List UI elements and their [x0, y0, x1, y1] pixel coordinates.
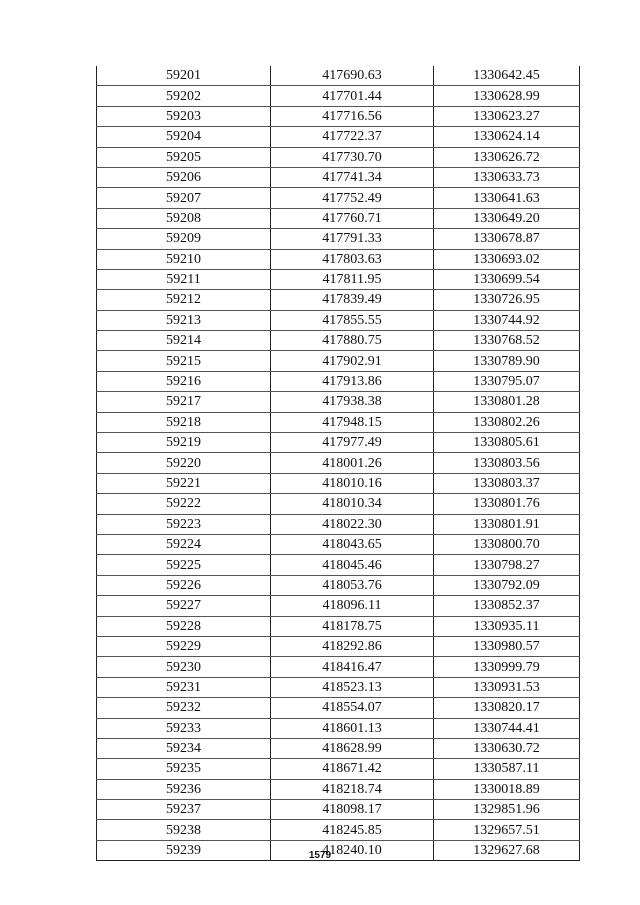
- x-coordinate-cell: 418628.99: [271, 738, 434, 758]
- point-id-cell: 59214: [97, 331, 271, 351]
- x-coordinate-cell: 417690.63: [271, 66, 434, 86]
- table-row: [97, 433, 580, 453]
- point-id-cell: 59223: [97, 514, 271, 534]
- y-coordinate-cell: 1329851.96: [434, 800, 580, 820]
- table-row: [97, 473, 580, 493]
- y-coordinate-cell: 1330805.61: [434, 433, 580, 453]
- table-row: [97, 657, 580, 677]
- y-coordinate-cell: 1329657.51: [434, 820, 580, 840]
- y-coordinate-cell: 1330801.91: [434, 514, 580, 534]
- x-coordinate-cell: 417811.95: [271, 269, 434, 289]
- table-row: [97, 371, 580, 391]
- y-coordinate-cell: 1330699.54: [434, 269, 580, 289]
- y-coordinate-cell: 1330649.20: [434, 208, 580, 228]
- y-coordinate-cell: 1330801.28: [434, 392, 580, 412]
- point-id-cell: 59207: [97, 188, 271, 208]
- point-id-cell: 59239: [97, 840, 271, 860]
- y-coordinate-cell: 1330802.26: [434, 412, 580, 432]
- y-coordinate-cell: 1330623.27: [434, 106, 580, 126]
- point-id-cell: 59220: [97, 453, 271, 473]
- point-id-cell: 59203: [97, 106, 271, 126]
- table-row: [97, 331, 580, 351]
- point-id-cell: 59224: [97, 534, 271, 554]
- x-coordinate-cell: 417839.49: [271, 290, 434, 310]
- x-coordinate-cell: 418601.13: [271, 718, 434, 738]
- point-id-cell: 59208: [97, 208, 271, 228]
- point-id-cell: 59228: [97, 616, 271, 636]
- point-id-cell: 59227: [97, 596, 271, 616]
- y-coordinate-cell: 1330587.11: [434, 759, 580, 779]
- x-coordinate-cell: 417803.63: [271, 249, 434, 269]
- point-id-cell: 59206: [97, 167, 271, 187]
- y-coordinate-cell: 1330744.92: [434, 310, 580, 330]
- table-row: [97, 596, 580, 616]
- x-coordinate-cell: 418022.30: [271, 514, 434, 534]
- y-coordinate-cell: 1330789.90: [434, 351, 580, 371]
- table-row: [97, 677, 580, 697]
- table-row: [97, 800, 580, 820]
- x-coordinate-cell: 418010.34: [271, 494, 434, 514]
- x-coordinate-cell: 417701.44: [271, 86, 434, 106]
- x-coordinate-cell: 417855.55: [271, 310, 434, 330]
- y-coordinate-cell: 1330678.87: [434, 229, 580, 249]
- point-id-cell: 59222: [97, 494, 271, 514]
- page-number: 1579: [308, 850, 332, 861]
- y-coordinate-cell: 1330018.89: [434, 779, 580, 799]
- table-row: [97, 412, 580, 432]
- point-id-cell: 59212: [97, 290, 271, 310]
- y-coordinate-cell: 1330935.11: [434, 616, 580, 636]
- x-coordinate-cell: 418671.42: [271, 759, 434, 779]
- table-row: [97, 269, 580, 289]
- point-id-cell: 59229: [97, 636, 271, 656]
- point-id-cell: 59218: [97, 412, 271, 432]
- coordinate-table: [96, 66, 580, 861]
- point-id-cell: 59232: [97, 698, 271, 718]
- y-coordinate-cell: 1330792.09: [434, 575, 580, 595]
- point-id-cell: 59210: [97, 249, 271, 269]
- point-id-cell: 59217: [97, 392, 271, 412]
- x-coordinate-cell: 417880.75: [271, 331, 434, 351]
- table-row: [97, 106, 580, 126]
- point-id-cell: 59209: [97, 229, 271, 249]
- x-coordinate-cell: 418523.13: [271, 677, 434, 697]
- point-id-cell: 59236: [97, 779, 271, 799]
- x-coordinate-cell: 418010.16: [271, 473, 434, 493]
- point-id-cell: 59211: [97, 269, 271, 289]
- y-coordinate-cell: 1330800.70: [434, 534, 580, 554]
- table-row: [97, 575, 580, 595]
- y-coordinate-cell: 1330820.17: [434, 698, 580, 718]
- y-coordinate-cell: 1330693.02: [434, 249, 580, 269]
- x-coordinate-cell: 418240.10: [271, 840, 434, 860]
- point-id-cell: 59231: [97, 677, 271, 697]
- y-coordinate-cell: 1330630.72: [434, 738, 580, 758]
- table-row: [97, 229, 580, 249]
- x-coordinate-cell: 417730.70: [271, 147, 434, 167]
- y-coordinate-cell: 1330768.52: [434, 331, 580, 351]
- coordinate-table-body: [97, 66, 580, 861]
- x-coordinate-cell: 418001.26: [271, 453, 434, 473]
- point-id-cell: 59213: [97, 310, 271, 330]
- point-id-cell: 59233: [97, 718, 271, 738]
- x-coordinate-cell: 417791.33: [271, 229, 434, 249]
- y-coordinate-cell: 1330795.07: [434, 371, 580, 391]
- table-row: [97, 759, 580, 779]
- x-coordinate-cell: 418043.65: [271, 534, 434, 554]
- x-coordinate-cell: 417752.49: [271, 188, 434, 208]
- point-id-cell: 59202: [97, 86, 271, 106]
- point-id-cell: 59234: [97, 738, 271, 758]
- x-coordinate-cell: 418178.75: [271, 616, 434, 636]
- table-row: [97, 188, 580, 208]
- table-row: [97, 494, 580, 514]
- x-coordinate-cell: 418292.86: [271, 636, 434, 656]
- table-row: [97, 147, 580, 167]
- x-coordinate-cell: 417938.38: [271, 392, 434, 412]
- y-coordinate-cell: 1330980.57: [434, 636, 580, 656]
- x-coordinate-cell: 417977.49: [271, 433, 434, 453]
- point-id-cell: 59235: [97, 759, 271, 779]
- x-coordinate-cell: 417716.56: [271, 106, 434, 126]
- x-coordinate-cell: 418096.11: [271, 596, 434, 616]
- y-coordinate-cell: 1330999.79: [434, 657, 580, 677]
- point-id-cell: 59230: [97, 657, 271, 677]
- point-id-cell: 59216: [97, 371, 271, 391]
- y-coordinate-cell: 1330852.37: [434, 596, 580, 616]
- table-row: [97, 249, 580, 269]
- point-id-cell: 59205: [97, 147, 271, 167]
- table-row: [97, 534, 580, 554]
- table-row: [97, 820, 580, 840]
- y-coordinate-cell: 1330798.27: [434, 555, 580, 575]
- table-row: [97, 290, 580, 310]
- table-row: [97, 208, 580, 228]
- y-coordinate-cell: 1330931.53: [434, 677, 580, 697]
- y-coordinate-cell: 1330803.56: [434, 453, 580, 473]
- y-coordinate-cell: 1330633.73: [434, 167, 580, 187]
- x-coordinate-cell: 418245.85: [271, 820, 434, 840]
- table-row: [97, 555, 580, 575]
- x-coordinate-cell: 418053.76: [271, 575, 434, 595]
- table-row: [97, 698, 580, 718]
- y-coordinate-cell: 1330626.72: [434, 147, 580, 167]
- table-row: [97, 66, 580, 86]
- table-row: [97, 127, 580, 147]
- x-coordinate-cell: 417722.37: [271, 127, 434, 147]
- x-coordinate-cell: 417760.71: [271, 208, 434, 228]
- point-id-cell: 59237: [97, 800, 271, 820]
- y-coordinate-cell: 1329627.68: [434, 840, 580, 860]
- y-coordinate-cell: 1330642.45: [434, 66, 580, 86]
- x-coordinate-cell: 418218.74: [271, 779, 434, 799]
- y-coordinate-cell: 1330803.37: [434, 473, 580, 493]
- table-row: [97, 86, 580, 106]
- point-id-cell: 59221: [97, 473, 271, 493]
- y-coordinate-cell: 1330641.63: [434, 188, 580, 208]
- table-row: [97, 616, 580, 636]
- point-id-cell: 59226: [97, 575, 271, 595]
- y-coordinate-cell: 1330801.76: [434, 494, 580, 514]
- table-row: [97, 167, 580, 187]
- table-row: [97, 351, 580, 371]
- point-id-cell: 59225: [97, 555, 271, 575]
- point-id-cell: 59238: [97, 820, 271, 840]
- y-coordinate-cell: 1330744.41: [434, 718, 580, 738]
- x-coordinate-cell: 417948.15: [271, 412, 434, 432]
- table-row: [97, 738, 580, 758]
- table-row: [97, 310, 580, 330]
- x-coordinate-cell: 418416.47: [271, 657, 434, 677]
- x-coordinate-cell: 418098.17: [271, 800, 434, 820]
- point-id-cell: 59204: [97, 127, 271, 147]
- y-coordinate-cell: 1330624.14: [434, 127, 580, 147]
- table-row: [97, 392, 580, 412]
- x-coordinate-cell: 418554.07: [271, 698, 434, 718]
- table-row: [97, 779, 580, 799]
- x-coordinate-cell: 417902.91: [271, 351, 434, 371]
- point-id-cell: 59201: [97, 66, 271, 86]
- table-row: [97, 636, 580, 656]
- table-row: [97, 453, 580, 473]
- x-coordinate-cell: 417741.34: [271, 167, 434, 187]
- y-coordinate-cell: 1330726.95: [434, 290, 580, 310]
- x-coordinate-cell: 418045.46: [271, 555, 434, 575]
- point-id-cell: 59219: [97, 433, 271, 453]
- table-row: [97, 718, 580, 738]
- x-coordinate-cell: 417913.86: [271, 371, 434, 391]
- table-row: [97, 514, 580, 534]
- y-coordinate-cell: 1330628.99: [434, 86, 580, 106]
- point-id-cell: 59215: [97, 351, 271, 371]
